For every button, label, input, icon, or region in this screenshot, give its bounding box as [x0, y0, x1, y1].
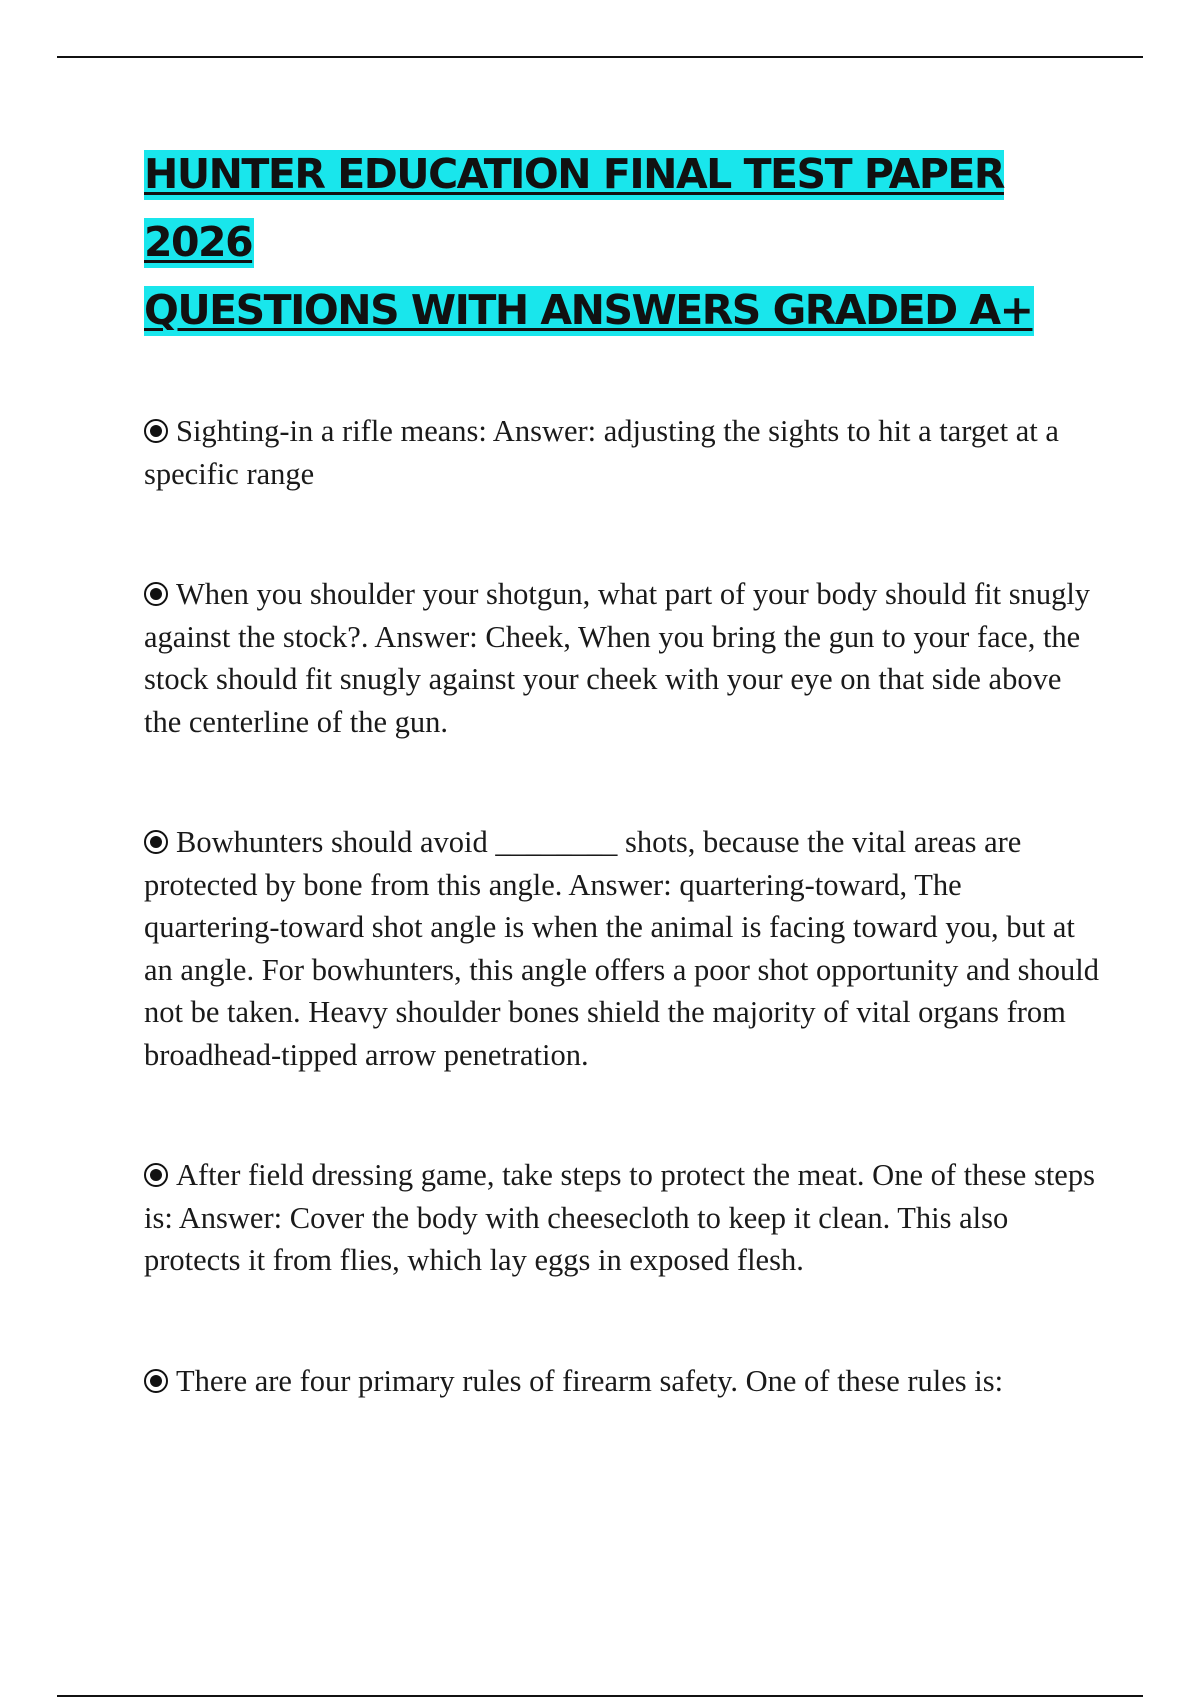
radio-bullet-icon: [144, 419, 168, 443]
question-item: [144, 821, 1104, 1076]
bottom-divider: [57, 1695, 1143, 1697]
question-item: [144, 1154, 1104, 1282]
question-item: [144, 573, 1104, 743]
top-divider: [57, 56, 1143, 58]
radio-bullet-icon: [144, 1163, 168, 1187]
title-line-2: QUESTIONS WITH ANSWERS GRADED A+: [144, 286, 1033, 334]
question-text: When you shoulder your shotgun, what part of your body should fit snugly against the stock?. Answer: Cheek, When you bring the gun to your face, the stock should fit snugly against your cheek with your eye on that side above the centerline of the gun.: [144, 577, 1091, 739]
document-title: [144, 140, 1104, 344]
question-text: Bowhunters should avoid ________ shots, because the vital areas are protected by bone from this angle. Answer: quartering-toward, The quartering-toward shot angle is when the animal is facing toward you, but at an angle. For bowhunters, this angle offers a poor shot opportunity and should not be taken. Heavy shoulder bones shield the majority of vital organs from broadhead-tipped arrow penetration.: [144, 825, 1099, 1072]
question-item: [144, 410, 1104, 495]
title-line-1: HUNTER EDUCATION FINAL TEST PAPER 2026: [144, 150, 1004, 266]
radio-bullet-icon: [144, 1369, 168, 1393]
question-text: Sighting-in a rifle means: Answer: adjusting the sights to hit a target at a specific range: [144, 414, 1059, 491]
question-item: [144, 1360, 1104, 1403]
question-text: After field dressing game, take steps to protect the meat. One of these steps is: Answer: Cover the body with cheesecloth to keep it clean. This also protects it from flies, which lay eggs in exposed flesh.: [144, 1158, 1095, 1277]
question-text: There are four primary rules of firearm safety. One of these rules is:: [176, 1363, 1004, 1398]
question-list: [144, 410, 1104, 1480]
radio-bullet-icon: [144, 830, 168, 854]
radio-bullet-icon: [144, 582, 168, 606]
